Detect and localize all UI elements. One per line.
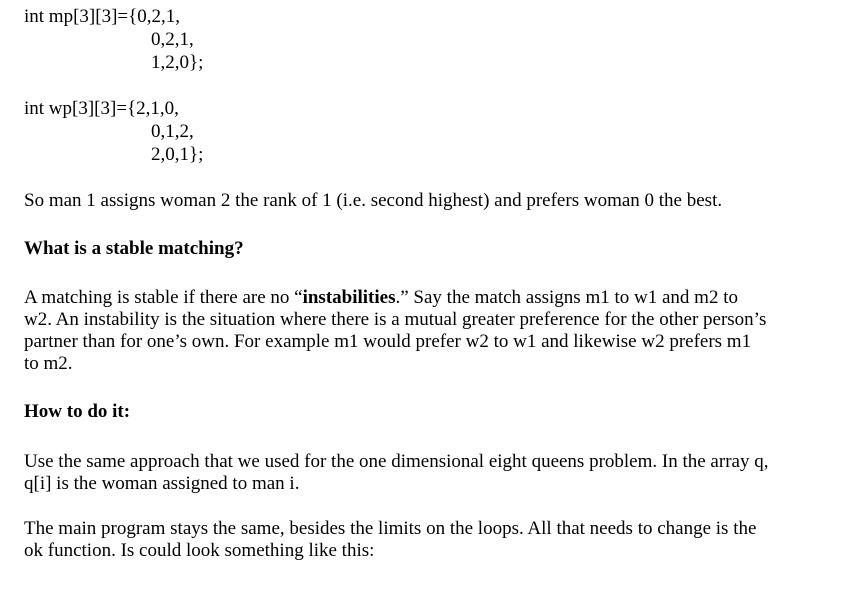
howto-paragraph-1-line-2: q[i] is the woman assigned to man i. bbox=[24, 473, 300, 494]
stable-para-rest: .” Say the match assigns m1 to w1 and m2 to bbox=[395, 287, 738, 308]
howto-paragraph-2-line-2: ok function. Is could look something like this: bbox=[24, 540, 375, 561]
stable-paragraph-line-3: partner than for one’s own. For example m1 would prefer w2 to w1 and likewise w2 prefers m1 bbox=[24, 331, 752, 352]
stable-paragraph-line-2: w2. An instability is the situation where there is a mutual greater preference for the other person’s bbox=[24, 309, 767, 330]
code-wp-line-1: int wp[3][3]={2,1,0, bbox=[24, 98, 179, 119]
how-to-heading: How to do it: bbox=[24, 401, 131, 422]
howto-paragraph-1-line-1: Use the same approach that we used for the one dimensional eight queens problem. In the array q, bbox=[24, 451, 769, 472]
example-sentence: So man 1 assigns woman 2 the rank of 1 (i.e. second highest) and prefers woman 0 the best. bbox=[24, 190, 723, 211]
code-mp-line-2: 0,2,1, bbox=[151, 29, 194, 50]
code-mp-line-1: int mp[3][3]={0,2,1, bbox=[24, 6, 180, 27]
stable-paragraph-line-4: to m2. bbox=[24, 353, 73, 374]
stable-matching-heading: What is a stable matching? bbox=[24, 238, 244, 259]
howto-paragraph-2-line-1: The main program stays the same, besides the limits on the loops. All that needs to change is the bbox=[24, 518, 757, 539]
stable-para-start: A matching is stable if there are no “ bbox=[24, 287, 303, 308]
code-wp-line-3: 2,0,1}; bbox=[151, 144, 204, 165]
instabilities-term: instabilities bbox=[302, 287, 396, 308]
stable-paragraph-line-1 bbox=[24, 287, 738, 309]
code-mp-line-3: 1,2,0}; bbox=[151, 52, 204, 73]
code-wp-line-2: 0,1,2, bbox=[151, 121, 194, 142]
